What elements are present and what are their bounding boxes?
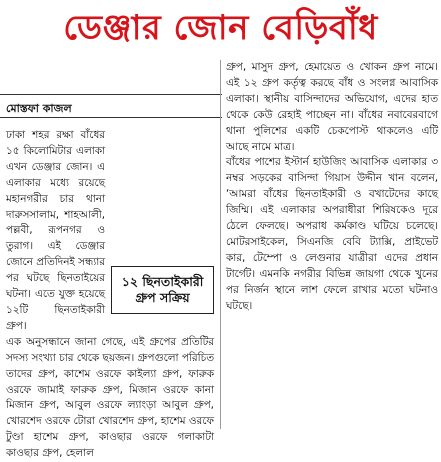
byline-rule [0, 117, 222, 118]
column-divider [220, 60, 221, 429]
left-paragraph-1-text: ঢাকা শহর রক্ষা বাঁধের ১৫ কিলোমিটার এলাকা এখন ডেঞ্জার জোন। এ এলাকার মধ্যে রয়েছে মহানগরীর চার থানা দারুসসালাম, শাহআলী, পল্লবী, রূপনগর ও তুরাগ। এই ডেঞ্জার জোনে প্রতিদিনই সন্ধ্যার পর ঘটছে ছিনতাইয়ের ঘটনা। এতে যুক্ত হয়েছে ১২টি ছিনতাইকারী গ্রুপ। [6, 129, 105, 332]
left-paragraph-2: এক অনুসন্ধানে জানা গেছে, এই গ্রুপের প্রতিটির সদস্য সংখ্যা চার থেকে ছয়জন। গ্রুপগুলো পরিচিত তাদের গ্রুপ, কাশেম ওরফে কাইল্যা গ্রুপ, ফারুক ওরফে জামাই ফারুক গ্রুপ, মিজান ওরফে কানা মিজান গ্রুপ, আবুল ওরফে ল্যাংড়া আবুল গ্রুপ, খোরশেদ ওরফে টোরা খোরশেদ গ্রুপ, হাশেম ওরফে টুণ্ডা হাশেম গ্রুপ, কাওছার ওরফে গলাকাটা কাওছার গ্রুপ, হেলাল [6, 335, 214, 460]
pull-quote-text: ১২ ছিনতাইকারী গ্রুপ সক্রিয় [121, 274, 204, 305]
right-paragraph-2: বাঁধের পাশের ইস্টার্ন হাউজিং আবাসিক এলাকার ৩ নম্বর সড়কের বাসিন্দা গিয়াস উদ্দীন খান বলেন, ‘আমরা বাঁধের ছিনতাইকারী ও বখাটেদের কাছে জিম্মি। এই এলাকার অপরাধীরা শিরিষকেও দূরে ঠেলে ফেলছে। অপরাধ কর্মকাণ্ড ঘটিয়ে চলেছে। মোটরসাইকেল, সিএনজি বেবি ট্যাক্সি, প্রাইভেট কার, টেম্পো ও লেগুনার যাত্রীরা এদের প্রধান টার্গেট। এমনকি নগরীর বিভিন্ন জায়গা থেকে খুনের পর নির্জন স্থানে লাশ ফেলে রাখার মতো ঘটনাও ঘটছে। [226, 156, 438, 312]
byline: মোস্তফা কাজল [6, 102, 72, 115]
right-paragraph-1: গ্রুপ, মাসুদ গ্রুপ, হেমায়েত ও খোকন গ্রুপ নামে। এই ১২ গ্রুপ কর্তৃত্ব করছে বাঁধ ও সংলগ্ন আবাসিক এলাকা। স্থানীয় বাসিন্দাদের অভিযোগ, এদের হাত থেকে কেউ রেহাই পাচ্ছেন না। বাঁধের নবাবেরবাগে থানা পুলিশের একটি চেকপোস্ট থাকলেও এটি আছে নামে মাত্র। [226, 61, 438, 153]
pull-quote-box [111, 266, 214, 314]
right-column [226, 60, 438, 429]
top-rule [0, 94, 222, 95]
headline: ডেঞ্জার জোন বেড়িবাঁধ [63, 7, 378, 48]
left-column [6, 120, 214, 460]
left-paragraph-1 [6, 120, 214, 335]
